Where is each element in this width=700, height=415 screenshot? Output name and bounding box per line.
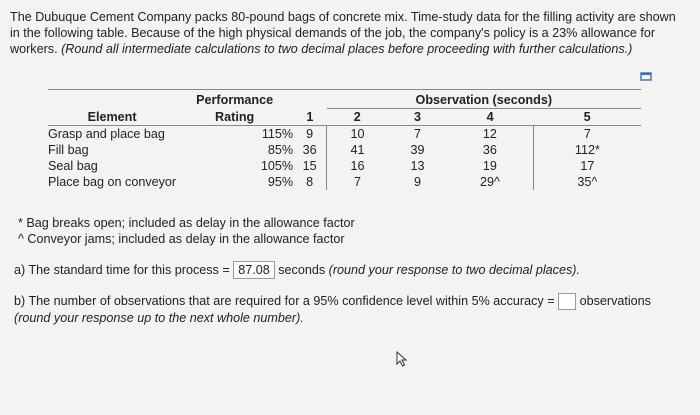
obs-number: 3 xyxy=(388,109,447,126)
mouse-pointer-icon xyxy=(395,351,409,367)
observation-value: 19 xyxy=(482,159,497,173)
problem-statement xyxy=(10,9,685,57)
observation-value: 8 xyxy=(306,175,314,189)
table-row xyxy=(48,174,641,190)
obs-number: 2 xyxy=(327,109,388,126)
observation-value: 9 xyxy=(413,175,421,189)
obs-number: 4 xyxy=(447,109,533,126)
popout-icon[interactable] xyxy=(640,72,652,82)
observation-value: 16 xyxy=(327,158,388,174)
observation-value: 12 xyxy=(482,127,497,141)
element-name: Seal bag xyxy=(48,159,98,173)
obs-number: 1 xyxy=(293,109,326,126)
observation-value: 10 xyxy=(327,126,388,143)
observations-answer-input[interactable] xyxy=(558,293,576,310)
footnote-conveyor-jams: ^ Conveyor jams; included as delay in the allowance factor xyxy=(18,232,345,246)
question-a-instruction: (round your response to two decimal places). xyxy=(328,263,580,277)
observation-value: 35^ xyxy=(533,174,641,190)
question-a xyxy=(14,261,580,279)
obs-number: 5 xyxy=(533,109,641,126)
observation-value: 112* xyxy=(533,142,641,158)
time-study-table xyxy=(48,89,641,190)
performance-header: Performance xyxy=(196,93,274,108)
observation-value: 7 xyxy=(327,174,388,190)
question-b-text: b) The number of observations that are required for a 95% confidence level within 5% accuracy = xyxy=(14,294,555,308)
observation-value: 41 xyxy=(327,142,388,158)
rating-header: Rating xyxy=(176,109,293,126)
observation-value: 36 xyxy=(302,143,317,157)
observation-value: 29^ xyxy=(479,175,500,189)
footnote-bag-breaks: * Bag breaks open; included as delay in the allowance factor xyxy=(18,216,355,230)
question-b xyxy=(14,293,684,326)
performance-rating: 95% xyxy=(267,175,294,189)
observation-value: 17 xyxy=(533,158,641,174)
performance-rating: 115% xyxy=(261,127,294,141)
table-row xyxy=(48,158,641,174)
problem-instruction: (Round all intermediate calculations to two decimal places before proceeding with further calculations.) xyxy=(61,42,633,56)
standard-time-answer[interactable]: 87.08 xyxy=(233,261,275,279)
question-a-text: a) The standard time for this process = xyxy=(14,263,230,277)
table-row xyxy=(48,142,641,158)
question-b-suffix: observations xyxy=(579,294,651,308)
observation-value: 7 xyxy=(413,127,421,141)
problem-text: The Dubuque Cement Company packs 80-pound bags of concrete mix. Time-study data for the filling activity are shown in the following table. Because of the high physical demands of the job, the company's policy is a 23% allowance for workers. xyxy=(10,10,676,56)
element-name: Place bag on conveyor xyxy=(48,175,177,189)
observation-value: 39 xyxy=(410,143,425,157)
performance-rating: 105% xyxy=(260,159,294,173)
observation-value: 9 xyxy=(306,127,314,141)
element-header: Element xyxy=(48,109,176,126)
observation-value: 15 xyxy=(302,159,317,173)
element-name: Fill bag xyxy=(48,143,89,157)
observation-header: Observation (seconds) xyxy=(327,92,641,109)
element-name: Grasp and place bag xyxy=(48,127,165,141)
question-b-instruction: (round your response up to the next whole number). xyxy=(14,311,304,326)
table-row xyxy=(48,126,641,143)
observation-value: 7 xyxy=(533,126,641,143)
question-a-unit: seconds xyxy=(278,263,326,277)
footnotes xyxy=(18,215,355,247)
observation-value: 13 xyxy=(410,159,425,173)
observation-value: 36 xyxy=(482,143,497,157)
performance-rating: 85% xyxy=(267,143,294,157)
